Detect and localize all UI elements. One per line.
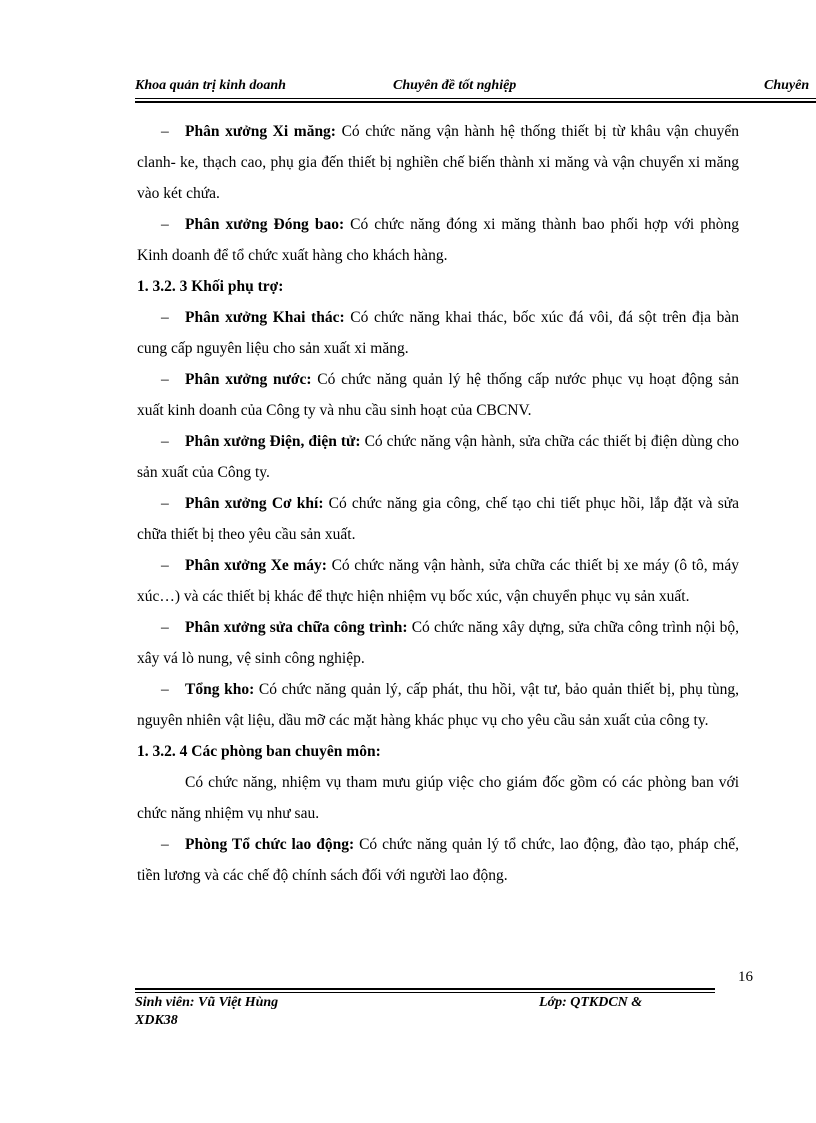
body-paragraph: Có chức năng, nhiệm vụ tham mưu giúp việc cho giám đốc gồm có các phòng ban với chức năng nhiệm vụ như sau. [137, 774, 739, 822]
bullet-paragraph [137, 426, 739, 488]
document-body [137, 116, 739, 891]
bullet-text: Có chức năng xây dựng, sửa chữa công trình nội bộ, xây vá lò nung, vệ sinh công nghiệp. [137, 619, 739, 667]
bullet-paragraph [137, 674, 739, 736]
page-number: 16 [738, 969, 753, 985]
header-double-rule [135, 98, 816, 103]
footer-student: Sinh viên: Vũ Việt Hùng [135, 995, 279, 1010]
page-header [135, 76, 816, 98]
bullet-paragraph [137, 364, 739, 426]
bullet-paragraph [137, 829, 739, 891]
bullet-text: Có chức năng khai thác, bốc xúc đá vôi, đá sột trên địa bàn cung cấp nguyên liệu cho sản xuất xi măng. [137, 309, 739, 357]
bullet-text: Có chức năng quản lý tổ chức, lao động, đào tạo, pháp chế, tiền lương và các chế độ chính sách đối với người lao động. [137, 836, 739, 884]
footer-double-rule [135, 988, 715, 993]
footer-class-continued: XDK38 [135, 1013, 178, 1028]
bullet-text: Có chức năng quản lý hệ thống cấp nước phục vụ hoạt động sản xuất kinh doanh của Công ty và nhu cầu sinh hoạt của CBCNV. [137, 371, 739, 419]
bullet-label: Phân xưởng Đóng bao: [185, 216, 345, 233]
bullet-text: Có chức năng vận hành, sửa chữa các thiết bị xe máy (ô tô, máy xúc…) và các thiết bị khác để thực hiện nhiệm vụ bốc xúc, vận chuyển phục vụ sản xuất. [137, 557, 739, 605]
bullet-text: Có chức năng gia công, chế tạo chi tiết phục hồi, lắp đặt và sửa chữa thiết bị theo yêu cầu sản xuất. [137, 495, 740, 543]
bullet-label: Phân xưởng Cơ khí: [185, 495, 324, 512]
header-title: Chuyên đề tốt nghiệp [393, 78, 517, 93]
bullet-label: Phân xưởng nước: [185, 371, 312, 388]
section-heading: 1. 3.2. 3 Khối phụ trợ: [137, 278, 284, 295]
dash-bullet-icon: – [161, 309, 169, 326]
bullet-text: Có chức năng quản lý, cấp phát, thu hồi, vật tư, bảo quản thiết bị, phụ tùng, nguyên nhiên vật liệu, dầu mỡ các mặt hàng khác phục vụ cho yêu cầu sản xuất của công ty. [137, 681, 739, 729]
dash-bullet-icon: – [161, 619, 169, 636]
bullet-label: Phân xưởng sửa chữa công trình: [185, 619, 408, 636]
dash-bullet-icon: – [161, 216, 169, 233]
header-right-truncated: Chuyên [764, 78, 810, 93]
dash-bullet-icon: – [161, 371, 169, 388]
bullet-paragraph [137, 488, 739, 550]
dash-bullet-icon: – [161, 433, 169, 450]
header-faculty: Khoa quản trị kinh doanh [135, 78, 286, 93]
dash-bullet-icon: – [161, 681, 169, 698]
bullet-paragraph [137, 116, 739, 209]
bullet-paragraph [137, 550, 739, 612]
bullet-label: Phân xưởng Khai thác: [185, 309, 345, 326]
dash-bullet-icon: – [161, 557, 169, 574]
dash-bullet-icon: – [161, 123, 169, 140]
bullet-label: Tổng kho: [185, 681, 255, 698]
dash-bullet-icon: – [161, 495, 169, 512]
footer-class: Lớp: QTKDCN & [539, 995, 643, 1010]
bullet-paragraph [137, 302, 739, 364]
bullet-text: Có chức năng vận hành, sửa chữa các thiết bị điện dùng cho sản xuất của Công ty. [137, 433, 740, 481]
bullet-label: Phân xưởng Xe máy: [185, 557, 327, 574]
bullet-label: Phòng Tổ chức lao động: [185, 836, 355, 853]
section-heading: 1. 3.2. 4 Các phòng ban chuyên môn: [137, 743, 381, 760]
bullet-paragraph [137, 209, 739, 271]
bullet-paragraph [137, 612, 739, 674]
dash-bullet-icon: – [161, 836, 169, 853]
bullet-label: Phân xưởng Xi măng: [185, 123, 336, 140]
bullet-text: Có chức năng đóng xi măng thành bao phối hợp với phòng Kinh doanh để tổ chức xuất hàng cho khách hàng. [137, 216, 739, 264]
bullet-label: Phân xưởng Điện, điện tử: [185, 433, 361, 450]
bullet-text: Có chức năng vận hành hệ thống thiết bị từ khâu vận chuyển clanh- ke, thạch cao, phụ gia đến thiết bị nghiền chế biến thành xi măng và vận chuyển xi măng vào két chứa. [137, 123, 739, 202]
